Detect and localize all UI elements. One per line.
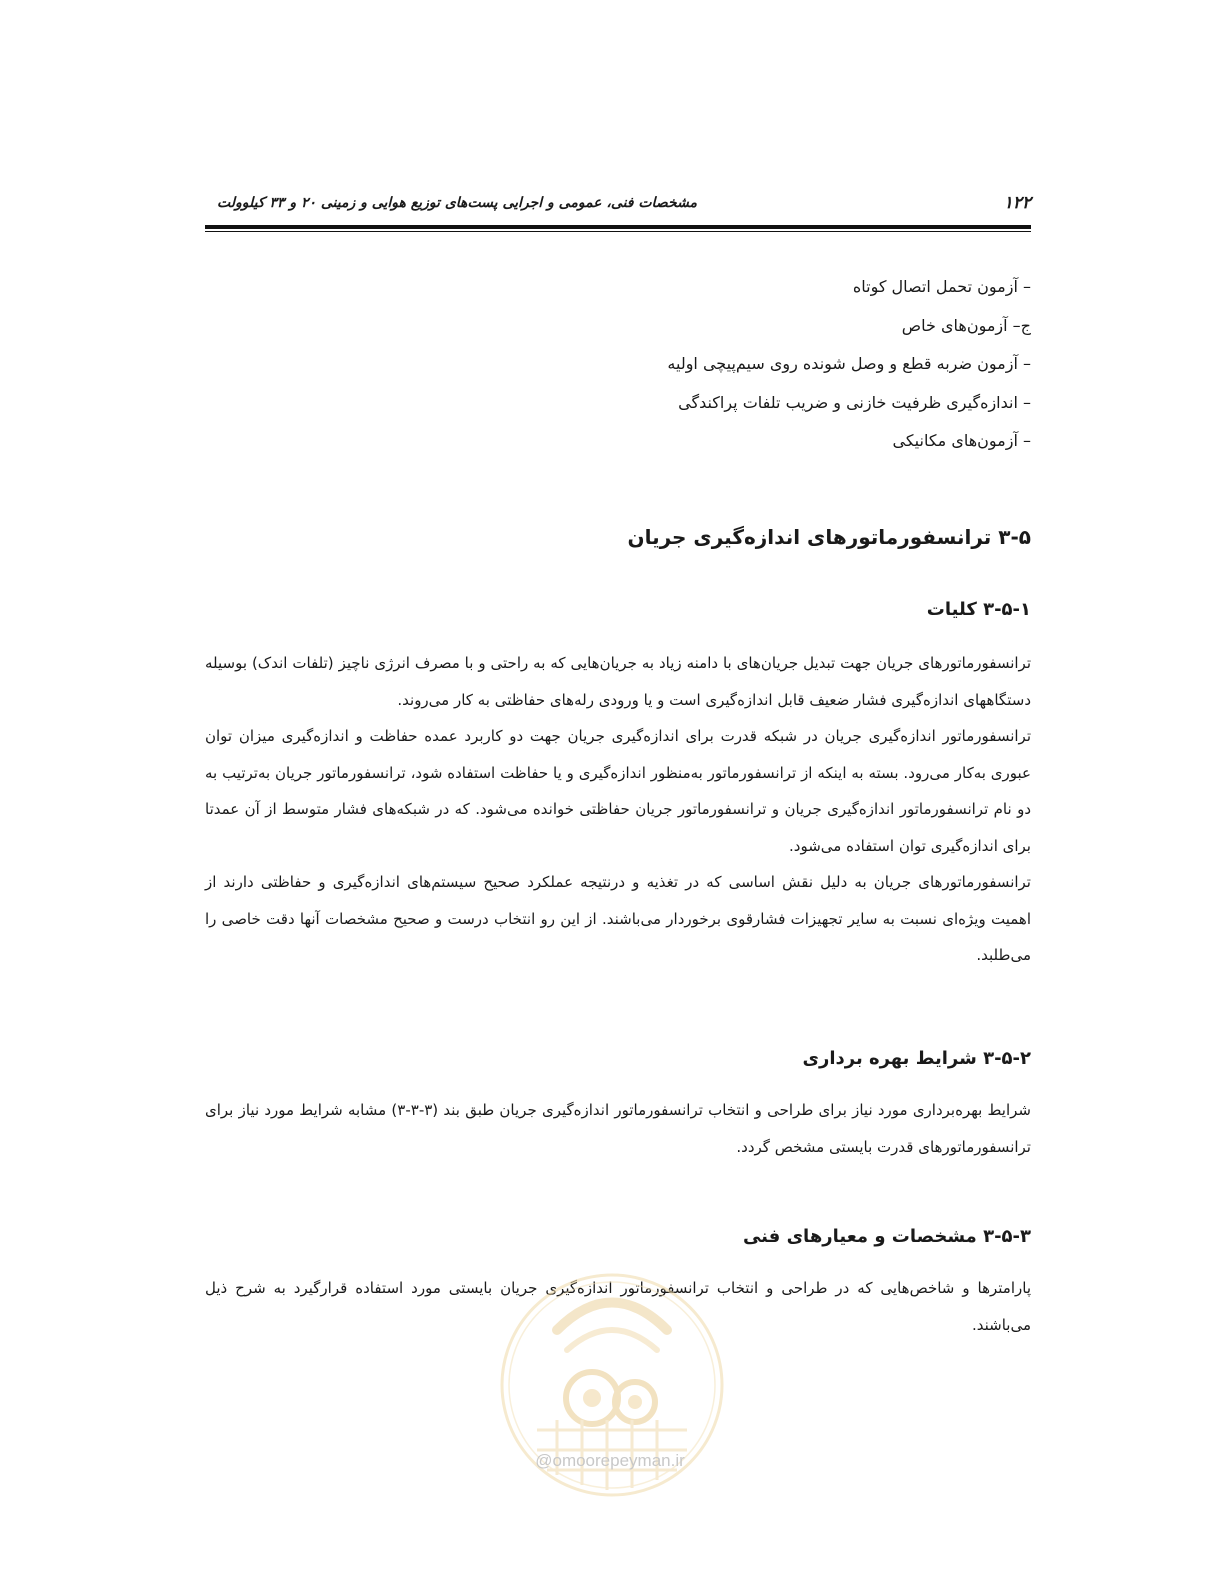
subsection-heading-block [205,1226,1031,1247]
subsection-title: مشخصات و معیارهای فنی [742,1226,977,1247]
subsection-number: ۳-۵-۲ [983,1048,1031,1069]
subsection-heading [205,1226,1031,1247]
subsection-title: شرایط بهره برداری [802,1048,977,1069]
paragraph: شرایط بهره‌برداری مورد نیاز برای طراحی و انتخاب ترانسفورماتور اندازه‌گیری جریان طبق بند (۳-۳-۳) مشابه شرایط مورد نیاز برای ترانسفورماتورهای قدرت بایستی مشخص گردد. [205,1101,1031,1156]
header-rule-thin [205,231,1031,232]
subsection-title: کلیات [926,599,977,620]
list-item: – آزمون‌های مکانیکی [892,431,1031,450]
page-number: ۱۲۲ [1003,193,1031,213]
watermark-url-text: omoorepeyman.ir [552,1451,685,1470]
page-header [205,193,1031,223]
list-item: – آزمون ضربه قطع و وصل شونده روی سیم‌پیچی اولیه [667,354,1031,373]
running-title: مشخصات فنی، عمومی و اجرایی پست‌های توزیع هوایی و زمینی ۲۰ و ۳۳ کیلوولت [217,195,697,211]
subsection-heading [205,599,1031,620]
paragraph: ترانسفورماتورهای جریان جهت تبدیل جریان‌های با دامنه زیاد به جریان‌هایی که به راحتی و با مصرف انرژی ناچیز (تلفات اندک) بوسیله دستگاههای اندازه‌گیری فشار ضعیف قابل اندازه‌گیری است و یا ورودی رله‌های حفاظتی به کار می‌روند. [205,654,1031,709]
paragraph: ترانسفورماتور اندازه‌گیری جریان در شبکه قدرت برای اندازه‌گیری جریان جهت دو کاربرد عمده حفاظت و اندازه‌گیری میزان توان عبوری به‌کار می‌رود. بسته به اینکه از ترانسفورماتور به‌منظور اندازه‌گیری و یا حفاظت استفاده شود، ترانسفورماتور جریان به‌ترتیب به دو نام ترانسفورماتور اندازه‌گیری جریان و ترانسفورماتور جریان حفاظتی خوانده می‌شود. که در شبکه‌های فشار متوسط از آن عمدتا برای اندازه‌گیری توان استفاده می‌شود. [205,727,1031,855]
list-item: – آزمون تحمل اتصال کوتاه [852,277,1031,296]
section-heading [205,525,1031,549]
subsection-heading [205,1048,1031,1069]
watermark-url [510,1451,710,1471]
subsection-body [205,1092,1031,1165]
at-icon: @ [535,1451,553,1470]
list-item: ج– آزمون‌های خاص [901,315,1031,335]
paragraph: ترانسفورماتورهای جریان به دلیل نقش اساسی که در تغذیه و درنتیجه عملکرد صحیح سیستم‌های اندازه‌گیری و حفاظتی دارند از اهمیت ویژه‌ای نسبت به سایر تجهیزات فشارقوی برخوردار می‌باشند. از این رو انتخاب درست و صحیح مشخصات آنها دقت خاصی را می‌طلبد. [205,873,1031,964]
subsection-number: ۳-۵-۳ [983,1226,1031,1247]
subsection-number: ۳-۵-۱ [983,599,1031,620]
subsection-body [205,645,1031,974]
subsection-heading-block [205,599,1031,620]
section-title: ترانسفورماتورهای اندازه‌گیری جریان [627,525,992,549]
test-list [205,268,1037,461]
subsection-heading-block [205,1048,1031,1069]
paragraph: پارامترها و شاخص‌هایی که در طراحی و انتخاب ترانسفورماتور اندازه‌گیری جریان بایستی مورد استفاده قرارگیرد به شرح ذیل می‌باشند. [205,1279,1031,1334]
list-item: – اندازه‌گیری ظرفیت خازنی و ضریب تلفات پراکندگی [678,392,1031,412]
section-heading-block [205,525,1031,549]
header-rule [205,225,1031,229]
section-number: ۳-۵ [998,525,1031,549]
